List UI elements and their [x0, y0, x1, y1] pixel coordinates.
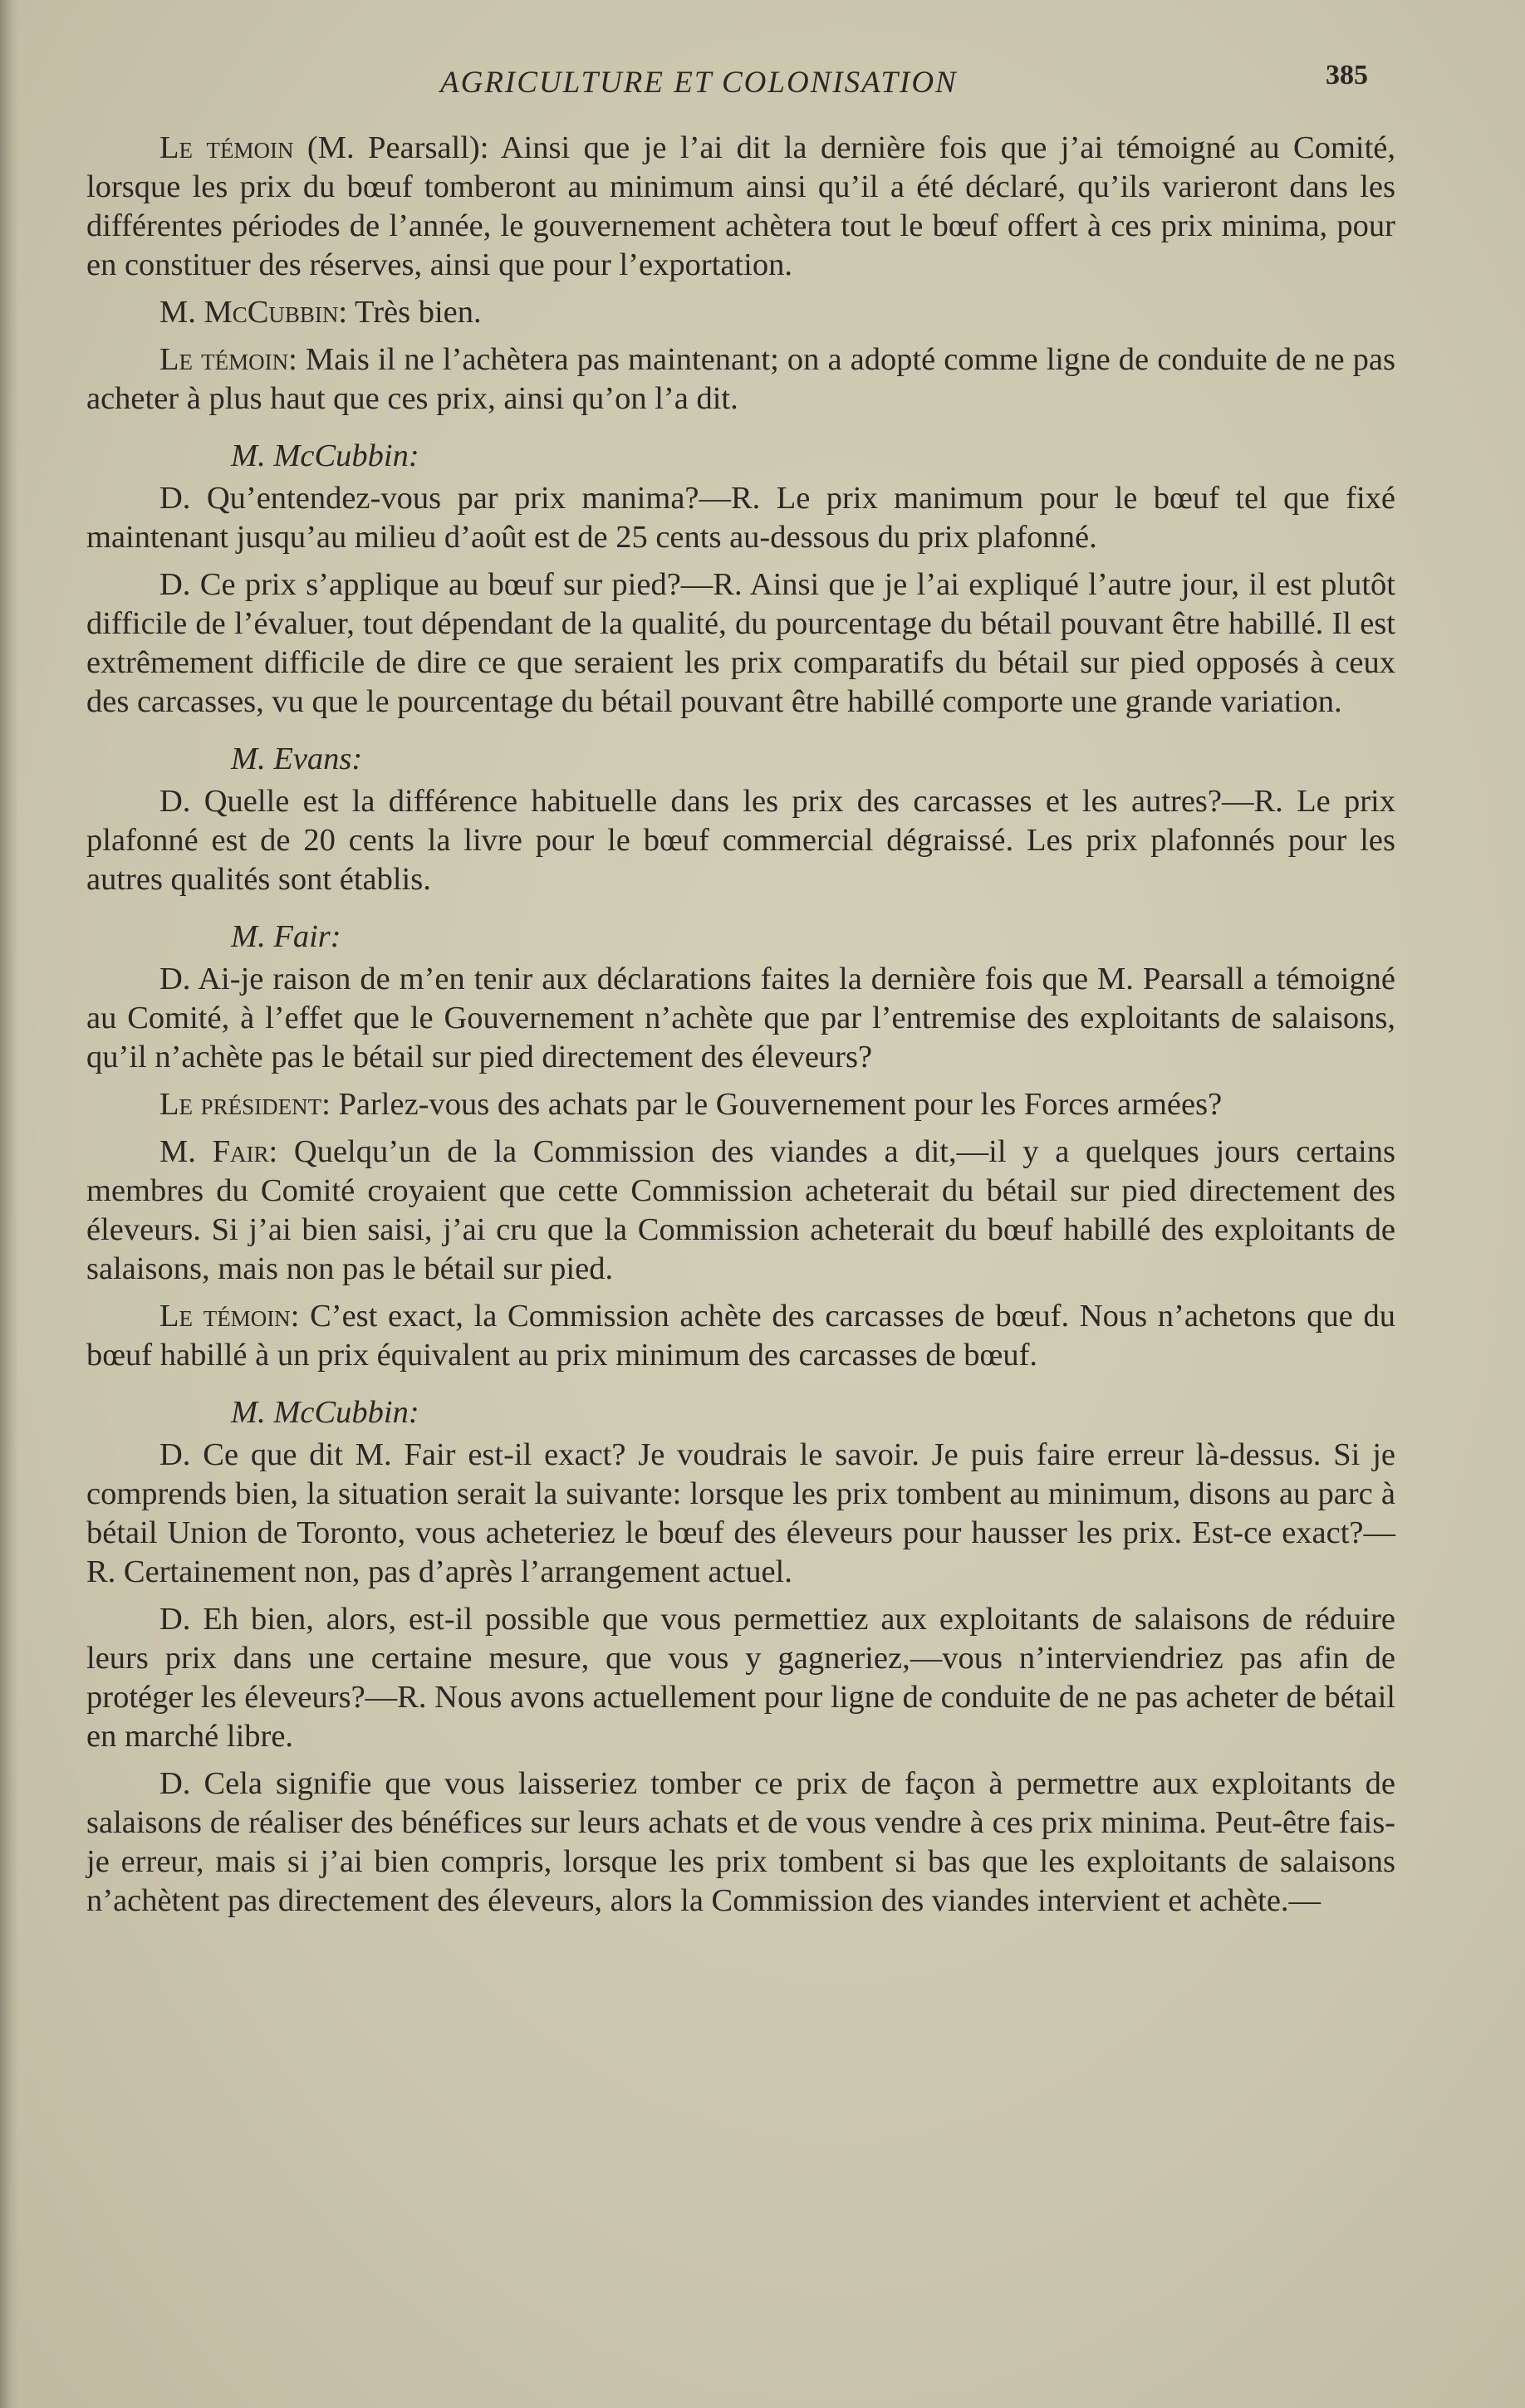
paragraph-text: D. Ce prix s’applique au bœuf sur pied?—R. Ainsi que je l’ai expliqué l’autre jour, il est plutôt difficile de l’évaluer, tout dépendant de la qualité, du pourcentage du bétail pouvant être habillé. Il est extrêmement difficile de dire ce que seraient les prix comparatifs du bétail sur pied opposés à ceux des carcasses, vu que le pourcentage du bétail pouvant être habillé comporte une grande variation. [86, 567, 1395, 719]
paragraph-text: : Mais il ne l’achètera pas maintenant; on a adopté comme ligne de conduite de ne pas acheter à plus haut que ces prix, ainsi qu’on l’a dit. [86, 342, 1395, 416]
paragraph [86, 1085, 1395, 1124]
paragraph-text: : Quelqu’un de la Commission des viandes a dit,—il y a quelques jours certains membres du Comité croyaient que cette Commission acheterait du bétail sur pied directement des éleveurs. Si j’ai bien saisi, j’ai cru que la Commission acheterait du bœuf habillé des exploitants de salaisons, mais non pas le bétail sur pied. [86, 1134, 1395, 1286]
paragraph-text: D. Qu’entendez-vous par prix manima?—R. Le prix manimum pour le bœuf tel que fixé maintenant jusqu’au milieu d’août est de 25 cents au-dessous du prix plafonné. [86, 481, 1395, 555]
speaker-label: M. McCubbin [159, 295, 339, 330]
paragraph-text: D. Eh bien, alors, est-il possible que vous permettiez aux exploitants de salaisons de réduire leurs prix dans une certaine mesure, que vous y gagneriez,—vous n’interviendriez pas afin de protéger les éleveurs?—R. Nous avons actuellement pour ligne de conduite de ne pas acheter de bétail en marché libre. [86, 1602, 1395, 1754]
paragraph [86, 1297, 1395, 1375]
speaker-heading: M. Evans: [231, 741, 363, 776]
speaker-heading: M. McCubbin: [231, 438, 419, 473]
page-number: 385 [1326, 60, 1368, 91]
paragraph [86, 1764, 1395, 1921]
paragraph [86, 960, 1395, 1077]
paragraph-text: D. Quelle est la différence habituelle dans les prix des carcasses et les autres?—R. Le prix plafonné est de 20 cents la livre pour le bœuf commercial dégraissé. Les prix plafonnés pour les autres qualités sont établis. [86, 784, 1395, 897]
paragraph-text: D. Ce que dit M. Fair est-il exact? Je voudrais le savoir. Je puis faire erreur là-dessus. Si je comprends bien, la situation serait la suivante: lorsque les prix tombent au minimum, disons au parc à bétail Union de Toronto, vous acheteriez le bœuf des éleveurs pour hausser les prix. Est-ce exact?—R. Certainement non, pas d’après l’arrangement actuel. [86, 1437, 1395, 1589]
paragraph [86, 565, 1395, 722]
paragraph [86, 782, 1395, 899]
speaker-heading: M. Fair: [231, 919, 341, 954]
paragraph-text: D. Cela signifie que vous laisseriez tomber ce prix de façon à permettre aux exploitants de salaisons de réaliser des bénéfices sur leurs achats et de vous vendre à ces prix minima. Peut-être fais-je erreur, mais si j’ai bien compris, lorsque les prix tombent si bas que les exploitants de salaisons n’achètent pas directement des éleveurs, alors la Commission des viandes intervient et achète.— [86, 1766, 1395, 1918]
page-header [0, 60, 1525, 110]
paragraph [86, 340, 1395, 418]
paragraph-text: D. Ai-je raison de m’en tenir aux déclarations faites la dernière fois que M. Pearsall a témoigné au Comité, à l’effet que le Gouvernement n’achète que par l’entremise des exploitants de salaisons, qu’il n’achète pas le bétail sur pied directement des éleveurs? [86, 962, 1395, 1074]
speaker-label: Le témoin [159, 1299, 291, 1334]
speaker-label: M. Fair [159, 1134, 269, 1169]
paragraph [86, 293, 1395, 332]
speaker-label: Le président [159, 1087, 322, 1122]
paragraph [86, 1133, 1395, 1289]
running-title: AGRICULTURE ET COLONISATION [440, 66, 958, 100]
paragraph-text: : Très bien. [338, 295, 482, 330]
body-text [86, 129, 1395, 1929]
paragraph [86, 1436, 1395, 1592]
paragraph-text: (M. Pearsall): Ainsi que je l’ai dit la dernière fois que j’ai témoigné au Comité, lorsque les prix du bœuf tomberont au minimum ainsi qu’il a été déclaré, qu’ils varieront dans les différentes périodes de l’année, le gouvernement achètera tout le bœuf offert à ces prix minima, pour en constituer des réserves, ainsi que pour l’exportation. [86, 130, 1395, 282]
speaker-heading: M. McCubbin: [231, 1395, 419, 1430]
speaker-label: Le témoin [159, 342, 289, 377]
paragraph [86, 129, 1395, 285]
paragraph-text: : C’est exact, la Commission achète des carcasses de bœuf. Nous n’achetons que du bœuf habillé à un prix équivalent au prix minimum des carcasses de bœuf. [86, 1299, 1395, 1373]
speaker-label: Le témoin [159, 130, 294, 165]
paragraph-text: : Parlez-vous des achats par le Gouvernement pour les Forces armées? [321, 1087, 1223, 1122]
paragraph [86, 1600, 1395, 1756]
paragraph [86, 479, 1395, 557]
page-binding-edge [0, 0, 18, 2408]
